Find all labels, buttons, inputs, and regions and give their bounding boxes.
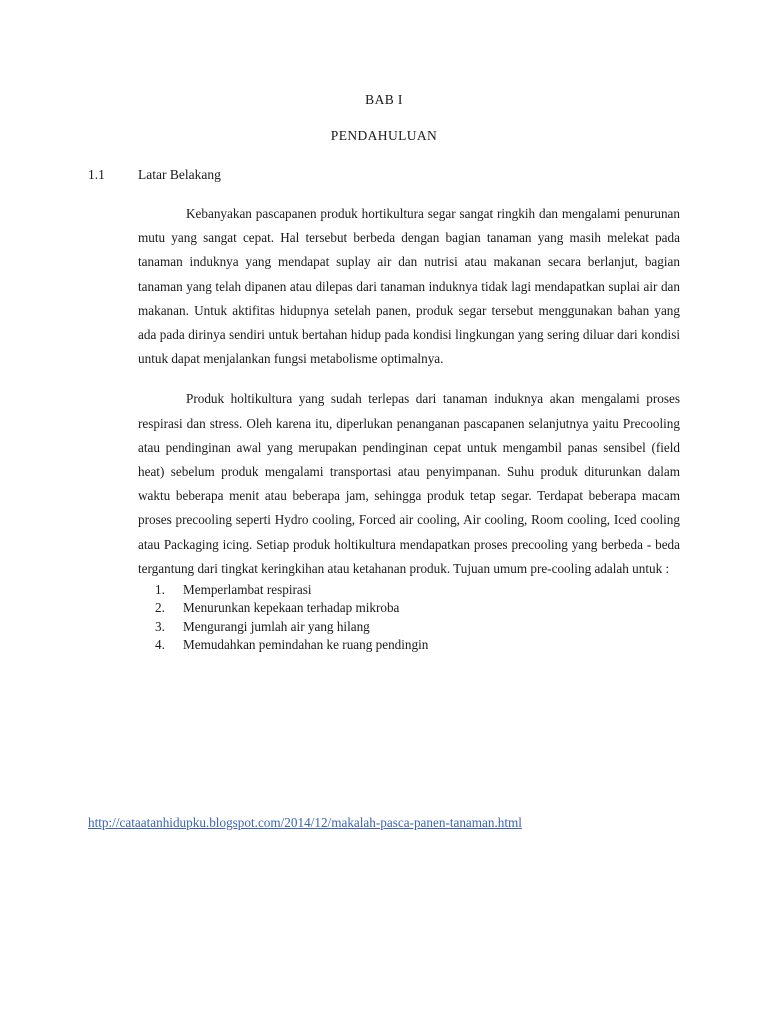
chapter-subtitle: PENDAHULUAN	[330, 128, 438, 144]
section-number: 1.1	[88, 167, 105, 182]
list-item-number: 2.	[155, 600, 165, 616]
precooling-goals-list	[138, 581, 680, 654]
paragraph-1: Kebanyakan pascapanen produk hortikultura segar sangat ringkih dan mengalami penurunan mutu yang sangat cepat. Hal tersebut berbeda dengan bagian tanaman yang masih melekat pada tanaman induknya yang mendapat suplay air dan nutrisi atau makanan secara berlanjut, bagian tanaman yang telah dipanen atau dilepas dari tanaman induknya tidak lagi mendapatkan suplai air dan makanan. Untuk aktifitas hidupnya setelah panen, produk segar tersebut menggunakan bahan yang ada pada dirinya sendiri untuk bertahan hidup pada kondisi lingkungan yang sering diluar dari kondisi untuk dapat menjalankan fungsi metabolisme optimalnya.	[138, 206, 680, 367]
source-url-link[interactable]: http://cataatanhidupku.blogspot.com/2014/12/makalah-pasca-panen-tanaman.html	[88, 815, 522, 830]
paragraph-2: Produk holtikultura yang sudah terlepas dari tanaman induknya akan mengalami proses respirasi dan stress. Oleh karena itu, diperlukan penanganan pascapanen selanjutnya yaitu Precooling atau pendinginan awal yang merupakan pendinginan cepat untuk mengambil panas sensibel (field heat) sebelum produk mengalami transportasi atau penyimpanan. Suhu produk diturunkan dalam waktu beberapa menit atau beberapa jam, sehingga produk tetap segar. Terdapat beberapa macam proses precooling seperti Hydro cooling, Forced air cooling, Air cooling, Room cooling, Iced cooling atau Packaging icing. Setiap produk holtikultura mendapatkan proses precooling yang berbeda - beda tergantung dari tingkat keringkihan atau ketahanan produk. Tujuan umum pre-cooling adalah untuk :	[138, 391, 680, 576]
list-item	[138, 618, 680, 636]
list-item	[138, 599, 680, 617]
source-link-container	[88, 814, 522, 832]
list-item-label: Menurunkan kepekaan terhadap mikroba	[183, 600, 400, 616]
list-item-number: 1.	[155, 582, 165, 598]
section-heading	[88, 167, 221, 183]
list-item-number: 3.	[155, 618, 165, 634]
list-item	[138, 581, 680, 599]
list-item-label: Mengurangi jumlah air yang hilang	[183, 618, 370, 634]
chapter-heading-block	[0, 92, 768, 144]
chapter-title: BAB I	[365, 92, 403, 107]
list-item-label: Memudahkan pemindahan ke ruang pendingin	[183, 636, 429, 652]
list-item	[138, 636, 680, 654]
list-item-number: 4.	[155, 636, 165, 652]
section-title: Latar Belakang	[138, 167, 221, 182]
body-text-column	[138, 202, 680, 654]
list-item-label: Memperlambat respirasi	[183, 582, 312, 598]
